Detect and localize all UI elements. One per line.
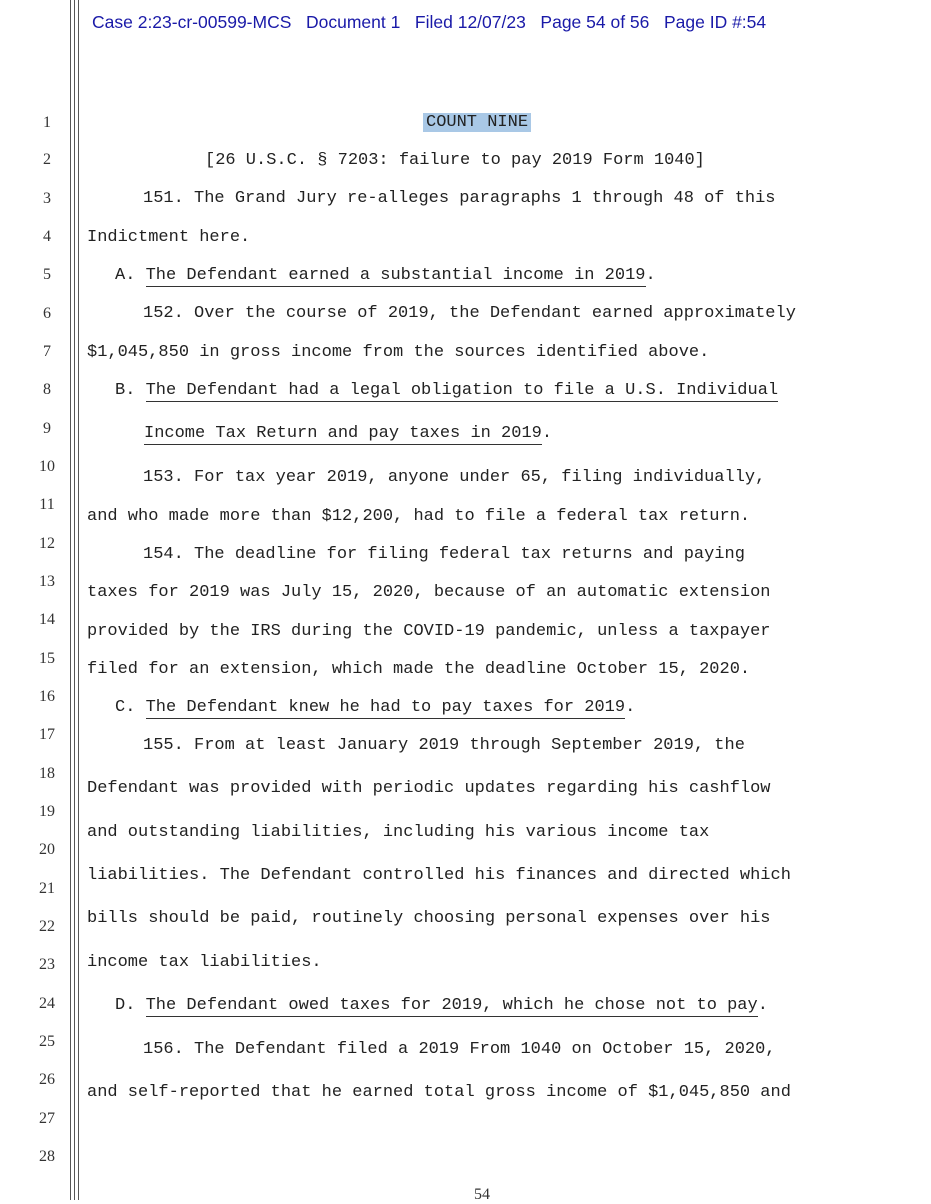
paragraph-155-line-1: 155. From at least January 2019 through September 2019, the bbox=[143, 736, 745, 755]
paragraph-154-line-1: 154. The deadline for filing federal tax returns and paying bbox=[143, 545, 745, 564]
count-title-line bbox=[423, 113, 531, 132]
line-number: 5 bbox=[43, 266, 51, 283]
margin-line-left-2 bbox=[74, 0, 75, 1200]
line-number: 19 bbox=[39, 803, 55, 820]
heading-c-text: The Defendant knew he had to pay taxes for 2019 bbox=[145, 698, 626, 717]
heading-c-period: . bbox=[625, 698, 636, 717]
line-number: 11 bbox=[39, 496, 55, 513]
line-number: 22 bbox=[39, 918, 55, 935]
line-number: 3 bbox=[43, 190, 51, 207]
line-number: 15 bbox=[39, 650, 55, 667]
heading-d-letter: D. bbox=[115, 996, 136, 1015]
line-number: 7 bbox=[43, 343, 51, 360]
heading-a bbox=[115, 266, 656, 285]
line-number: 1 bbox=[43, 114, 51, 131]
paragraph-153-line-1: 153. For tax year 2019, anyone under 65, filing individually, bbox=[143, 468, 766, 487]
line-number: 27 bbox=[39, 1110, 55, 1127]
case-header: Case 2:23-cr-00599-MCS Document 1 Filed 12/07/23 Page 54 of 56 Page ID #:54 bbox=[92, 12, 767, 32]
paragraph-154-line-4: filed for an extension, which made the deadline October 15, 2020. bbox=[87, 660, 751, 679]
heading-d-period: . bbox=[757, 996, 768, 1015]
paragraph-156-line-2: and self-reported that he earned total gross income of $1,045,850 and bbox=[87, 1083, 791, 1102]
line-number: 28 bbox=[39, 1148, 55, 1165]
margin-line-left-3 bbox=[78, 0, 79, 1200]
heading-a-text: The Defendant earned a substantial income in 2019 bbox=[145, 266, 646, 285]
statute-citation: [26 U.S.C. § 7203: failure to pay 2019 Form 1040] bbox=[205, 151, 705, 170]
line-number: 9 bbox=[43, 420, 51, 437]
line-number: 21 bbox=[39, 880, 55, 897]
line-number: 10 bbox=[39, 458, 55, 475]
line-number: 4 bbox=[43, 228, 51, 245]
heading-b-period: . bbox=[541, 424, 553, 443]
heading-b-line-1 bbox=[115, 381, 778, 400]
margin-line-left-1 bbox=[70, 0, 71, 1200]
heading-b-line-2 bbox=[144, 424, 552, 443]
heading-b-text-2: Income Tax Return and pay taxes in 2019 bbox=[144, 424, 542, 443]
paragraph-154-line-2: taxes for 2019 was July 15, 2020, because of an automatic extension bbox=[87, 583, 771, 602]
count-title: COUNT NINE bbox=[423, 113, 531, 132]
line-number: 23 bbox=[39, 956, 55, 973]
heading-d-text: The Defendant owed taxes for 2019, which he chose not to pay bbox=[145, 996, 758, 1015]
line-number: 14 bbox=[39, 611, 55, 628]
heading-b-letter: B. bbox=[115, 381, 136, 400]
heading-a-letter: A. bbox=[115, 266, 136, 285]
line-number: 26 bbox=[39, 1071, 55, 1088]
line-number: 20 bbox=[39, 841, 55, 858]
paragraph-155-line-4: liabilities. The Defendant controlled his finances and directed which bbox=[87, 866, 791, 885]
line-number: 6 bbox=[43, 305, 51, 322]
line-number: 8 bbox=[43, 381, 51, 398]
line-number: 24 bbox=[39, 995, 55, 1012]
paragraph-153-line-2: and who made more than $12,200, had to file a federal tax return. bbox=[87, 507, 751, 526]
heading-d bbox=[115, 996, 768, 1015]
line-number: 18 bbox=[39, 765, 55, 782]
heading-b-text-1: The Defendant had a legal obligation to file a U.S. Individual bbox=[145, 381, 779, 400]
paragraph-154-line-3: provided by the IRS during the COVID-19 pandemic, unless a taxpayer bbox=[87, 622, 771, 641]
line-number: 17 bbox=[39, 726, 55, 743]
line-number: 13 bbox=[39, 573, 55, 590]
paragraph-151-line-2: Indictment here. bbox=[87, 228, 251, 247]
paragraph-155-line-2: Defendant was provided with periodic updates regarding his cashflow bbox=[87, 779, 771, 798]
paragraph-152-line-1: 152. Over the course of 2019, the Defendant earned approximately bbox=[143, 304, 796, 323]
paragraph-152-line-2: $1,045,850 in gross income from the sources identified above. bbox=[87, 343, 710, 362]
heading-c bbox=[115, 698, 635, 717]
paragraph-151-line-1: 151. The Grand Jury re-alleges paragraphs 1 through 48 of this bbox=[143, 189, 776, 208]
paragraph-155-line-6: income tax liabilities. bbox=[87, 953, 322, 972]
heading-c-letter: C. bbox=[115, 698, 136, 717]
paragraph-155-line-5: bills should be paid, routinely choosing personal expenses over his bbox=[87, 909, 771, 928]
line-number: 12 bbox=[39, 535, 55, 552]
page-number: 54 bbox=[474, 1186, 490, 1203]
line-number: 16 bbox=[39, 688, 55, 705]
line-number: 25 bbox=[39, 1033, 55, 1050]
heading-a-period: . bbox=[645, 266, 656, 285]
line-number: 2 bbox=[43, 151, 51, 168]
paragraph-155-line-3: and outstanding liabilities, including his various income tax bbox=[87, 823, 710, 842]
paragraph-156-line-1: 156. The Defendant filed a 2019 From 1040 on October 15, 2020, bbox=[143, 1040, 776, 1059]
